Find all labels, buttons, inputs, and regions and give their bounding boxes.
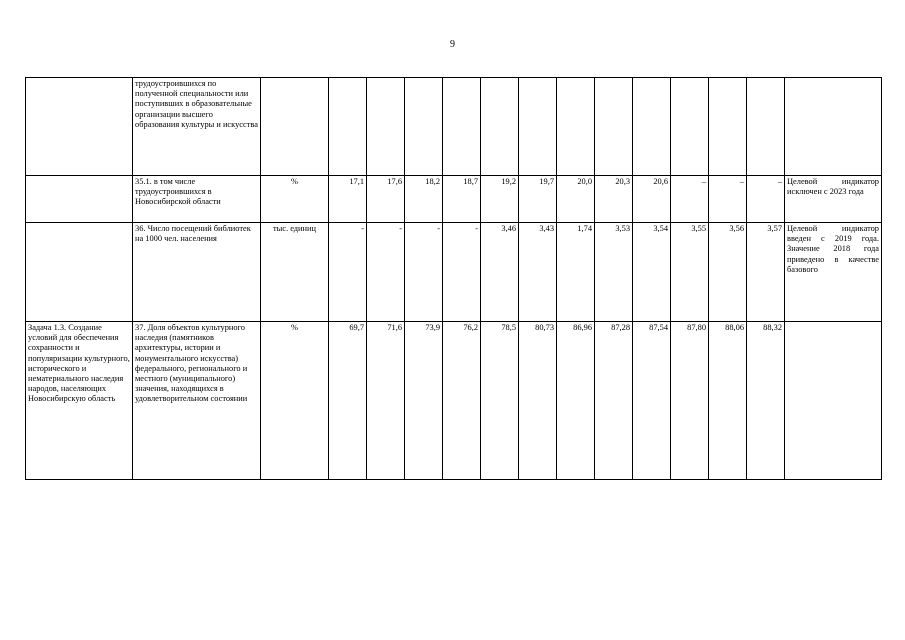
value-cell (671, 78, 709, 176)
table-row (26, 322, 882, 480)
value-cell (443, 78, 481, 176)
value-cell: 86,96 (557, 322, 595, 480)
value-cell (329, 78, 367, 176)
value-cell: 3,56 (709, 223, 747, 322)
value-cell: 87,28 (595, 322, 633, 480)
value-cell: 20,3 (595, 176, 633, 223)
value-cell: 87,54 (633, 322, 671, 480)
unit-cell (261, 78, 329, 176)
value-cell: 69,7 (329, 322, 367, 480)
value-cell: 19,7 (519, 176, 557, 223)
value-cell: 17,1 (329, 176, 367, 223)
value-cell: 87,80 (671, 322, 709, 480)
indicator-cell: трудоустроившихся по полученной специальности или поступивших в образовательные организации высшего образования культуры и искусства (133, 78, 261, 176)
value-cell: – (747, 176, 785, 223)
value-cell (481, 78, 519, 176)
value-cell (595, 78, 633, 176)
value-cell (633, 78, 671, 176)
task-cell: Задача 1.3. Создание условий для обеспечения сохранности и популяризации культурного, исторического и нематериального наследия народов, населяющих Новосибирскую область (26, 322, 133, 480)
value-cell (405, 78, 443, 176)
value-cell: 19,2 (481, 176, 519, 223)
indicator-cell: 35.1. в том числе трудоустроившихся в Новосибирской области (133, 176, 261, 223)
value-cell (519, 78, 557, 176)
page-number: 9 (450, 39, 455, 50)
task-cell (26, 176, 133, 223)
value-cell: 3,46 (481, 223, 519, 322)
table-row (26, 78, 882, 176)
value-cell (709, 78, 747, 176)
value-cell: 3,43 (519, 223, 557, 322)
value-cell: - (367, 223, 405, 322)
note-cell: Целевой индикатор исключен с 2023 года (785, 176, 882, 223)
value-cell (747, 78, 785, 176)
value-cell: – (671, 176, 709, 223)
table-row (26, 176, 882, 223)
value-cell: 88,06 (709, 322, 747, 480)
note-cell (785, 322, 882, 480)
value-cell: 1,74 (557, 223, 595, 322)
table-row (26, 223, 882, 322)
value-cell: – (709, 176, 747, 223)
task-cell (26, 223, 133, 322)
value-cell: 17,6 (367, 176, 405, 223)
value-cell: 18,7 (443, 176, 481, 223)
unit-cell: % (261, 176, 329, 223)
value-cell: 18,2 (405, 176, 443, 223)
note-cell (785, 78, 882, 176)
value-cell (367, 78, 405, 176)
value-cell: 78,5 (481, 322, 519, 480)
value-cell: 20,6 (633, 176, 671, 223)
value-cell: - (329, 223, 367, 322)
value-cell: 73,9 (405, 322, 443, 480)
value-cell: 3,54 (633, 223, 671, 322)
value-cell: 3,57 (747, 223, 785, 322)
indicator-cell: 37. Доля объектов культурного наследия (памятников архитектуры, истории и монументального искусства) федерального, регионального и местного (муниципального) значения, находящихся в удовлетворительном состоянии (133, 322, 261, 480)
value-cell: 3,55 (671, 223, 709, 322)
task-cell (26, 78, 133, 176)
value-cell: 88,32 (747, 322, 785, 480)
value-cell: 71,6 (367, 322, 405, 480)
unit-cell: тыс. единиц (261, 223, 329, 322)
value-cell: - (443, 223, 481, 322)
indicator-table (25, 77, 882, 480)
note-cell: Целевой индикатор введен с 2019 года. Значение 2018 года приведено в качестве базового (785, 223, 882, 322)
value-cell: 80,73 (519, 322, 557, 480)
indicator-cell: 36. Число посещений библиотек на 1000 чел. населения (133, 223, 261, 322)
value-cell: 3,53 (595, 223, 633, 322)
value-cell: - (405, 223, 443, 322)
value-cell (557, 78, 595, 176)
value-cell: 20,0 (557, 176, 595, 223)
value-cell: 76,2 (443, 322, 481, 480)
unit-cell: % (261, 322, 329, 480)
